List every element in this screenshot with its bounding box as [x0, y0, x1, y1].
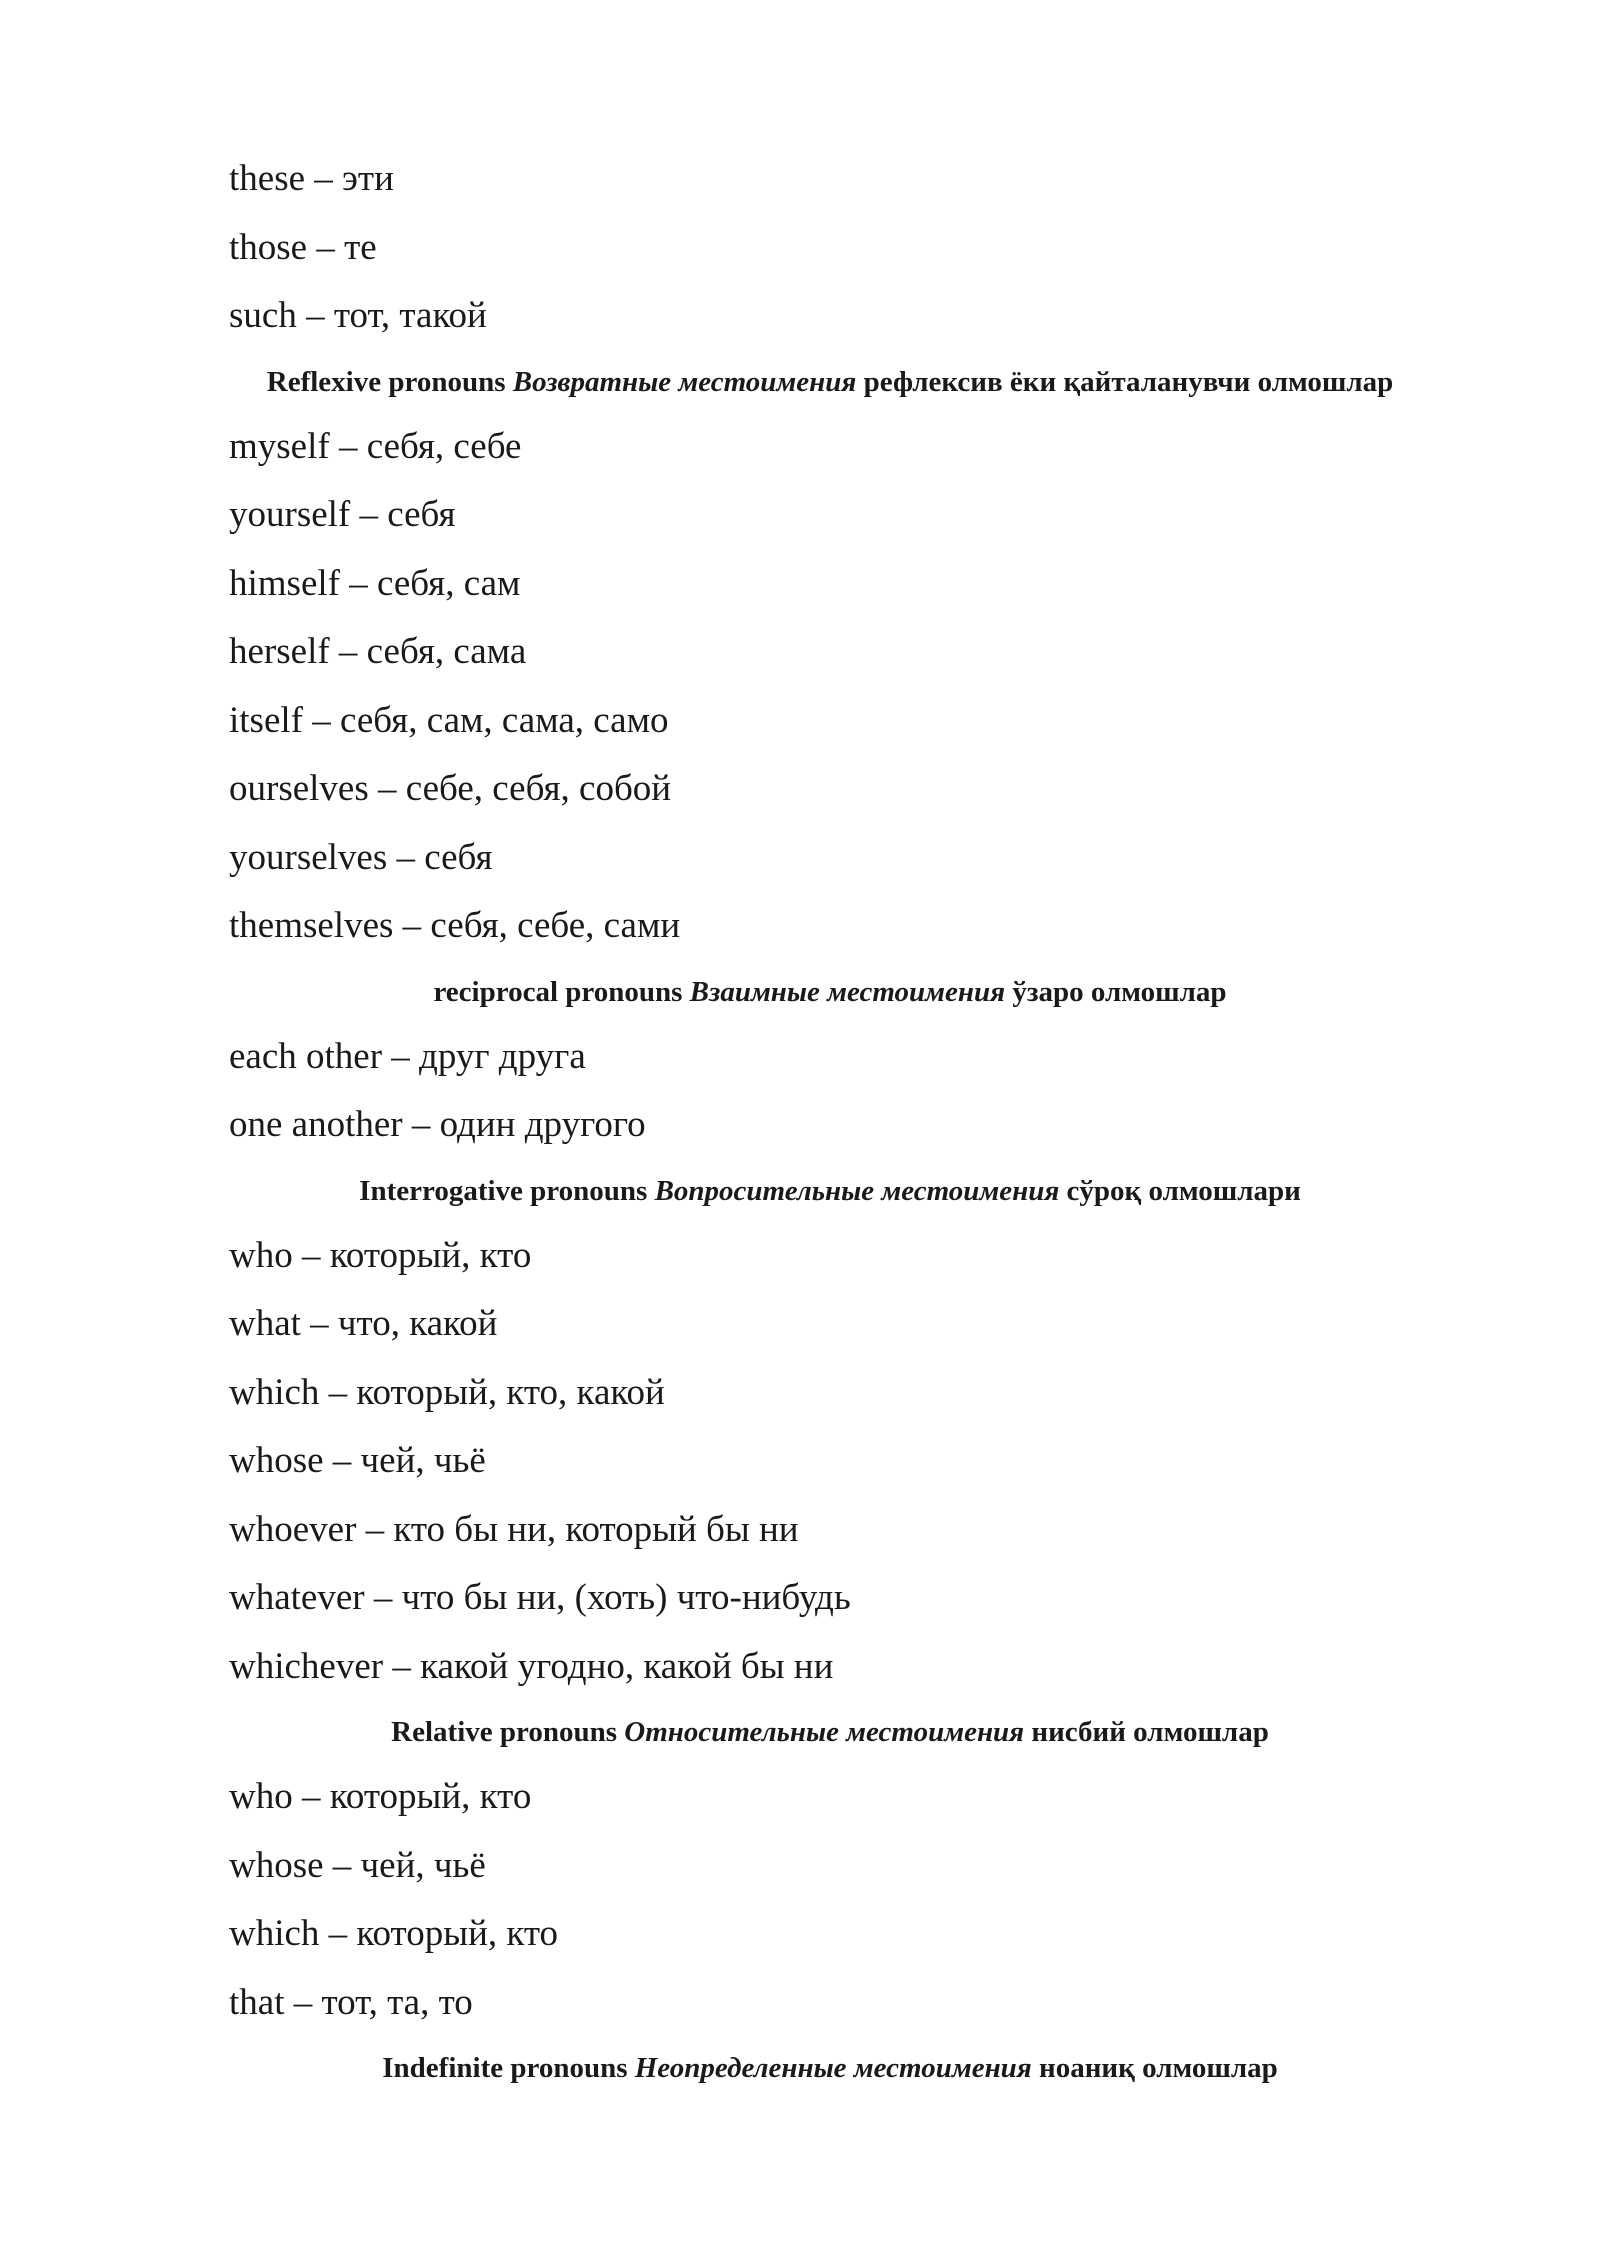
list-item: whose – чей, чьё — [229, 1440, 486, 1481]
heading-uz: ўзаро олмошлар — [1012, 975, 1227, 1008]
list-item: which – который, кто, какой — [229, 1371, 665, 1413]
heading-en: Indefinite pronouns — [382, 2052, 628, 2084]
list-item: such – тот, такой — [229, 295, 487, 336]
list-item: these – эти — [229, 158, 394, 199]
heading-ru: Относительные местоимения — [624, 1716, 1025, 1748]
section-heading-reciprocal — [0, 961, 1600, 1023]
list-item: who – который, кто — [229, 1234, 532, 1276]
heading-uz: ноаниқ олмошлар — [1039, 2052, 1278, 2084]
list-item: whose – чей, чьё — [229, 1844, 486, 1886]
document-body — [0, 145, 1600, 2099]
list-item: herself – себя, сама — [229, 631, 527, 672]
section-heading-reflexive — [0, 351, 1600, 413]
section-heading-interrogative — [0, 1160, 1600, 1222]
list-item: myself – себя, себе — [229, 425, 522, 467]
list-item: one another – один другого — [229, 1104, 646, 1145]
list-item: himself – себя, сам — [229, 562, 521, 604]
list-item: that – тот, та, то — [229, 1981, 473, 2023]
heading-uz: сўроқ олмошлари — [1066, 1174, 1301, 1207]
list-item: who – который, кто — [229, 1776, 532, 1817]
heading-uz: нисбий олмошлар — [1031, 1716, 1269, 1748]
section-heading-indefinite — [0, 2037, 1600, 2099]
list-item: what – что, какой — [229, 1303, 498, 1344]
heading-uz: рефлексив ёки қайталанувчи олмошлар — [863, 365, 1394, 398]
heading-ru: Возвратные местоимения — [512, 365, 857, 398]
section-heading-relative — [0, 1701, 1600, 1763]
list-item: ourselves – себе, себя, собой — [229, 768, 672, 809]
list-item: each other – друг друга — [229, 1035, 586, 1077]
list-item: which – который, кто — [229, 1913, 559, 1954]
list-item: whatever – что бы ни, (хоть) что-нибудь — [229, 1577, 851, 1618]
list-item: yourselves – себя — [229, 836, 493, 878]
list-item: themselves – себя, себе, сами — [229, 905, 681, 946]
list-item: whichever – какой угодно, какой бы ни — [229, 1645, 834, 1687]
heading-ru: Вопросительные местоимения — [654, 1174, 1060, 1207]
heading-en: Interrogative pronouns — [359, 1174, 648, 1207]
heading-en: reciprocal pronouns — [433, 975, 683, 1008]
heading-en: Relative pronouns — [391, 1716, 618, 1748]
list-item: whoever – кто бы ни, который бы ни — [229, 1508, 799, 1550]
list-item: itself – себя, сам, сама, само — [229, 699, 669, 741]
list-item: those – те — [229, 226, 377, 268]
list-item: yourself – себя — [229, 494, 456, 535]
heading-en: Reflexive pronouns — [266, 365, 506, 398]
heading-ru: Взаимные местоимения — [689, 975, 1006, 1008]
heading-ru: Неопределенные местоимения — [634, 2052, 1032, 2084]
